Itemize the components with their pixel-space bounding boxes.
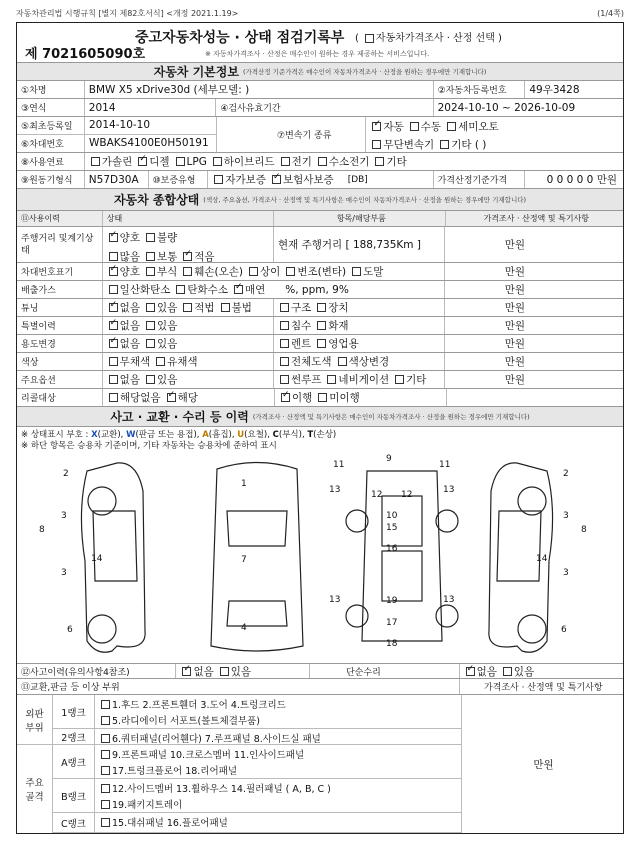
vin_mark-option-4-checkbox[interactable] — [286, 267, 295, 276]
mileage-options: ✓ 양호 불량 많음 보통 ✓ 적음 — [103, 227, 274, 262]
rank2-label: 2랭크 — [53, 729, 95, 744]
color-price: 만원 — [504, 356, 525, 368]
diagram-part-19-label: 19 — [386, 596, 398, 606]
vin_mark-price: 만원 — [504, 266, 525, 278]
vin_mark-option-2-checkbox[interactable] — [183, 267, 192, 276]
fuel-diesel-checkbox[interactable] — [138, 157, 147, 166]
warranty-self-checkbox[interactable] — [214, 175, 223, 184]
document-number: 제 7021605090호 — [25, 47, 146, 62]
emission-label: 배출가스 — [17, 281, 103, 298]
emission-row — [17, 281, 623, 299]
mileage-many-checkbox[interactable] — [109, 252, 118, 261]
fuel-options: 가솔린 ✓ 디젤 LPG 하이브리드 전기 수소전기 기타 — [85, 153, 623, 170]
diagram-part-4-label: 4 — [241, 623, 247, 633]
history-label: ⑫사고이력(유의사항4참조) — [17, 664, 176, 678]
diagram-part-13-label: 13 — [329, 485, 341, 495]
mileage-label: 주행거리 및계기상태 — [17, 227, 103, 262]
page-number: (1/4쪽) — [597, 9, 624, 18]
exchange-row — [17, 679, 623, 695]
diagram-part-13-label: 13 — [443, 485, 455, 495]
option-label: 주요옵션 — [17, 371, 103, 388]
recall-row — [17, 389, 623, 407]
fuel-label: ⑧사용연료 — [17, 153, 85, 170]
color-option-0-checkbox[interactable] — [109, 357, 118, 366]
diagram-part-12-label: 12 — [401, 490, 413, 500]
emission-extra: %, ppm, 9% — [285, 283, 349, 296]
color-options2: 전체도색 색상변경 — [274, 353, 445, 370]
vin_mark-row — [17, 263, 623, 281]
usage-label: 용도변경 — [17, 335, 103, 352]
title-row — [17, 23, 623, 63]
exchange-label: ⑬교환,판금 등 이상 부위 — [17, 679, 460, 694]
recall-option-1-checkbox[interactable] — [167, 393, 176, 402]
diagram-part-15-label: 15 — [386, 523, 398, 533]
vin_mark-label: 차대번호표기 — [17, 263, 103, 280]
fuel-other-checkbox[interactable] — [375, 157, 384, 166]
main-frame-label: 주요 골격 — [17, 745, 53, 833]
rankB_b-checkbox[interactable] — [101, 800, 110, 809]
engine-row — [17, 171, 623, 189]
diagram-part-11-label: 11 — [439, 460, 451, 470]
col-price: 가격조사 · 산정액 및 특기사항 — [483, 214, 590, 223]
option-options: 없음 있음 — [103, 371, 274, 388]
special-row — [17, 317, 623, 335]
car-name-value: BMW X5 xDrive30d (세부모델: ) — [85, 81, 434, 98]
car-diagram — [57, 451, 597, 663]
color-option-1-checkbox[interactable] — [156, 357, 165, 366]
diagram-part-11-label: 11 — [333, 460, 345, 470]
col-detail: 항목/해당부품 — [274, 211, 445, 226]
fuel-electric-checkbox[interactable] — [281, 157, 290, 166]
year-row — [17, 99, 623, 117]
emission-option-1-checkbox[interactable] — [176, 285, 185, 294]
rankB-label: B랭크 — [53, 779, 95, 812]
option-option2-1-checkbox[interactable] — [327, 375, 336, 384]
rank1-label: 1랭크 — [53, 695, 95, 728]
usage-option2-0-checkbox[interactable] — [280, 339, 289, 348]
vin_mark-option-3-checkbox[interactable] — [249, 267, 258, 276]
rankC-label: C랭크 — [53, 813, 95, 832]
tuning-option-0-checkbox[interactable] — [109, 303, 118, 312]
rankA_b-checkbox[interactable] — [101, 766, 110, 775]
diagram-part-8-label: 8 — [581, 525, 587, 535]
fuel-row — [17, 153, 623, 171]
simple-yes-checkbox[interactable] — [503, 667, 512, 676]
tuning-option-1-checkbox[interactable] — [146, 303, 155, 312]
usage-options: ✓ 없음 있음 — [103, 335, 274, 352]
rank2_a-checkbox[interactable] — [101, 734, 110, 743]
diagram-part-1-label: 1 — [241, 479, 247, 489]
status-header: 자동차 종합상태 (색상, 주요옵션, 가격조사 · 산정액 및 특기사항은 매수인이 자동차가격조사 · 산정을 원하는 경우에만 기재합니다) — [17, 189, 623, 211]
fuel-hybrid-checkbox[interactable] — [213, 157, 222, 166]
warranty-insurer-checkbox[interactable] — [272, 175, 281, 184]
first-reg-value: 2014-10-10 — [85, 117, 217, 134]
document-title: 중고자동차성능 · 상태 점검기록부 — [135, 30, 345, 46]
trans-auto-checkbox[interactable] — [372, 122, 381, 131]
warranty-label: ⑩보증유형 — [149, 171, 209, 188]
special-option-0-checkbox[interactable] — [109, 321, 118, 330]
accident-legend-2: ※ 하단 항목은 승용차 기준이며, 기타 자동차는 승용차에 준하여 표시 — [21, 441, 277, 451]
rank1-row: 1랭크 1.후드 2.프론트휀더 3.도어 4.트렁크리드 5.라디에이터 서포트(볼트체결부품) — [53, 695, 461, 729]
vin-label: ⑥차대번호 — [17, 135, 85, 152]
color-row — [17, 353, 623, 371]
accident-header: 사고 · 교환 · 수리 등 이력 (가격조사 · 산정액 및 특기사항은 매수인이 자동차가격조사 · 산정을 원하는 경우에만 기재합니다) — [17, 407, 623, 427]
option-price: 만원 — [504, 374, 525, 386]
history-yes-checkbox[interactable] — [220, 667, 229, 676]
rank1_b-checkbox[interactable] — [101, 716, 110, 725]
mileage-bad-checkbox[interactable] — [146, 233, 155, 242]
recall-options2: ✓ 이행 미이행 — [275, 389, 447, 406]
form-regulation: 자동차관리법 시행규칙 [별지 제82호서식] <개정 2021.1.19> — [16, 9, 239, 18]
first-reg-row — [17, 117, 623, 153]
inspect-label: ④검사유효기간 — [216, 99, 433, 116]
year-label: ③연식 — [17, 99, 85, 116]
price-option-checkbox[interactable] — [365, 34, 374, 43]
col-item: ⑪사용이력 — [17, 211, 103, 226]
tuning-option-3-checkbox[interactable] — [221, 303, 230, 312]
title-note: ※ 자동차가격조사 · 산정은 매수인이 원하는 경우 제공하는 서비스입니다. — [205, 50, 430, 58]
rankB-row: B랭크 12.사이드멤버 13.휠하우스 14.필러패널 ( A, B, C ) 19.패키지트레이 — [53, 779, 461, 813]
col-state: 상태 — [103, 211, 274, 226]
mileage-low-checkbox[interactable] — [183, 252, 192, 261]
diagram-part-16-label: 16 — [386, 544, 398, 554]
fuel-hydrogen-checkbox[interactable] — [318, 157, 327, 166]
special-price: 만원 — [504, 320, 525, 332]
reg-no-value: 49우3428 — [529, 84, 580, 96]
diagram-part-3-label: 3 — [61, 568, 67, 578]
color-option2-1-checkbox[interactable] — [338, 357, 347, 366]
diagram-part-3-label: 3 — [563, 511, 569, 521]
diagram-part-9-label: 9 — [386, 454, 392, 464]
emission-price: 만원 — [504, 284, 525, 296]
rankB_a-checkbox[interactable] — [101, 784, 110, 793]
color-label: 색상 — [17, 353, 103, 370]
rank2-row: 2랭크 6.쿼터패널(리어휀다) 7.루프패널 8.사이드실 패널 — [53, 729, 461, 745]
usage-options2: 렌트 영업용 — [274, 335, 445, 352]
price-value: 0 0 0 0 0 만원 — [546, 174, 617, 186]
diagram-part-6-label: 6 — [561, 625, 567, 635]
recall-option2-0-checkbox[interactable] — [281, 393, 290, 402]
mileage-good-checkbox[interactable] — [109, 233, 118, 242]
vin_mark-options: ✓ 양호 부식 훼손(오손) 상이 변조(변타) 도말 — [103, 263, 446, 280]
vin_mark-option-5-checkbox[interactable] — [352, 267, 361, 276]
first-reg-label: ⑤최초등록일 — [17, 117, 85, 134]
diagram-part-17-label: 17 — [386, 618, 398, 628]
rankA_a-checkbox[interactable] — [101, 750, 110, 759]
option-option-1-checkbox[interactable] — [146, 375, 155, 384]
special-options2: 침수 화재 — [274, 317, 445, 334]
trans-semi-checkbox[interactable] — [447, 122, 456, 131]
rankA-label: A랭크 — [53, 745, 95, 778]
diagram-part-3-label: 3 — [563, 568, 569, 578]
recall-option-0-checkbox[interactable] — [109, 393, 118, 402]
diagram-part-2-label: 2 — [563, 469, 569, 479]
option-row — [17, 371, 623, 389]
mileage-text: 현재 주행거리 [ 188,735Km ] — [274, 227, 445, 262]
simple-none-checkbox[interactable] — [466, 667, 475, 676]
vin_mark-option-1-checkbox[interactable] — [146, 267, 155, 276]
option-option2-0-checkbox[interactable] — [280, 375, 289, 384]
fuel-gasoline-checkbox[interactable] — [91, 157, 100, 166]
diagram-part-3-label: 3 — [61, 511, 67, 521]
trans-other-checkbox[interactable] — [440, 140, 449, 149]
recall-option2-1-checkbox[interactable] — [318, 393, 327, 402]
option-option-0-checkbox[interactable] — [109, 375, 118, 384]
mileage-row — [17, 227, 623, 263]
accident-legend: ※ 상태표시 부호 : X(교환), W(판금 또는 용접), A(흠집), U(요철), C(부식), T(손상) — [21, 430, 337, 440]
color-options: 무채색 유채색 — [103, 353, 274, 370]
rankC-row: C랭크 15.대쉬패널 16.플로어패널 — [53, 813, 461, 833]
usage-option2-1-checkbox[interactable] — [317, 339, 326, 348]
tuning-options2: 구조 장치 — [274, 299, 445, 316]
exchange-price-label: 가격조사 · 산정액 및 특기사항 — [483, 683, 603, 693]
diagram-part-14-label: 14 — [536, 554, 548, 564]
usage-option-1-checkbox[interactable] — [146, 339, 155, 348]
mileage-price: 만원 — [504, 239, 525, 251]
trans-cvt-checkbox[interactable] — [372, 140, 381, 149]
trans-label: ⑦변속기 종류 — [217, 117, 366, 152]
warranty-tag: [DB] — [347, 174, 368, 185]
tuning-label: 튜닝 — [17, 299, 103, 316]
diagram-part-13-label: 13 — [329, 595, 341, 605]
tuning-row — [17, 299, 623, 317]
year-value: 2014 — [85, 99, 217, 116]
emission-option-2-checkbox[interactable] — [234, 285, 243, 294]
trans-options: ✓ 자동 수동 세미오토 무단변속기 기타 ( ) — [366, 117, 623, 152]
usage-price: 만원 — [504, 338, 525, 350]
special-label: 특별이력 — [17, 317, 103, 334]
recall-label: 리콜대상 — [17, 389, 103, 406]
diagram-part-2-label: 2 — [63, 469, 69, 479]
history-none-checkbox[interactable] — [182, 667, 191, 676]
reg-no-label: ②자동차등록번호 — [434, 81, 526, 98]
recall-options: 해당없음 ✓ 해당 — [103, 389, 275, 406]
tuning-option-2-checkbox[interactable] — [183, 303, 192, 312]
usage-option-0-checkbox[interactable] — [109, 339, 118, 348]
special-option-1-checkbox[interactable] — [146, 321, 155, 330]
engine-value: N57D30A — [85, 171, 149, 188]
inspect-value: 2024-10-10 ~ 2026-10-09 — [437, 101, 576, 114]
special-options: ✓ 없음 있음 — [103, 317, 274, 334]
vin-value: WBAKS4100E0H50191 — [85, 135, 217, 152]
special-option2-1-checkbox[interactable] — [317, 321, 326, 330]
form-header — [16, 8, 624, 22]
mileage-normal-checkbox[interactable] — [146, 252, 155, 261]
special-option2-0-checkbox[interactable] — [280, 321, 289, 330]
diagram-part-7-label: 7 — [241, 555, 247, 565]
rankC_a-checkbox[interactable] — [101, 818, 110, 827]
diagram-part-14-label: 14 — [91, 554, 103, 564]
rankA-row: A랭크 9.프론트패널 10.크로스멤버 11.인사이드패널 17.트렁크플로어 18.리어패널 — [53, 745, 461, 779]
diagram-part-10-label: 10 — [386, 511, 398, 521]
title-option: ( 자동차가격조사 · 산정 선택 ) — [355, 33, 502, 44]
rank1_a-checkbox[interactable] — [101, 700, 110, 709]
color-option2-0-checkbox[interactable] — [280, 357, 289, 366]
outer-panel-label: 외판 부위 — [17, 695, 53, 745]
basic-info-header: 자동차 기본정보 (가격산정 기준가격은 매수인이 자동차가격조사 · 산정을 원하는 경우에만 기재합니다) — [17, 63, 623, 81]
car-name-label: ①차명 — [17, 81, 85, 98]
car-name-row — [17, 81, 623, 99]
tuning-option2-0-checkbox[interactable] — [280, 303, 289, 312]
option-option2-2-checkbox[interactable] — [395, 375, 404, 384]
simple-label: 단순수리 — [310, 664, 460, 678]
tuning-option2-1-checkbox[interactable] — [317, 303, 326, 312]
diagram-part-8-label: 8 — [39, 525, 45, 535]
emission-options: 일산화탄소 탄화수소 ✓ 매연 %, ppm, 9% — [103, 281, 446, 298]
status-col-header — [17, 211, 623, 227]
fuel-lpg-checkbox[interactable] — [176, 157, 185, 166]
warranty-options: 자가보증 ✓ 보험사보증 [DB] — [208, 171, 433, 188]
exchange-price-value: 만원 — [461, 695, 625, 833]
emission-option-0-checkbox[interactable] — [109, 285, 118, 294]
diagram-part-18-label: 18 — [386, 639, 398, 649]
option-options2: 썬루프 네비게이션 기타 — [274, 371, 445, 388]
diagram-part-13-label: 13 — [443, 595, 455, 605]
diagram-part-6-label: 6 — [67, 625, 73, 635]
tuning-price: 만원 — [504, 302, 525, 314]
tuning-options: ✓ 없음 있음 적법 불법 — [103, 299, 274, 316]
price-label: 가격산정기준가격 — [434, 171, 526, 188]
usage-row — [17, 335, 623, 353]
inspection-document — [16, 22, 624, 834]
diagram-part-12-label: 12 — [371, 490, 383, 500]
vin_mark-option-0-checkbox[interactable] — [109, 267, 118, 276]
engine-label: ⑨원동기형식 — [17, 171, 85, 188]
trans-manual-checkbox[interactable] — [410, 122, 419, 131]
history-row: ⑫사고이력(유의사항4참조) ✓ 없음 있음 단순수리 ✓ 없음 있음 — [17, 663, 623, 679]
